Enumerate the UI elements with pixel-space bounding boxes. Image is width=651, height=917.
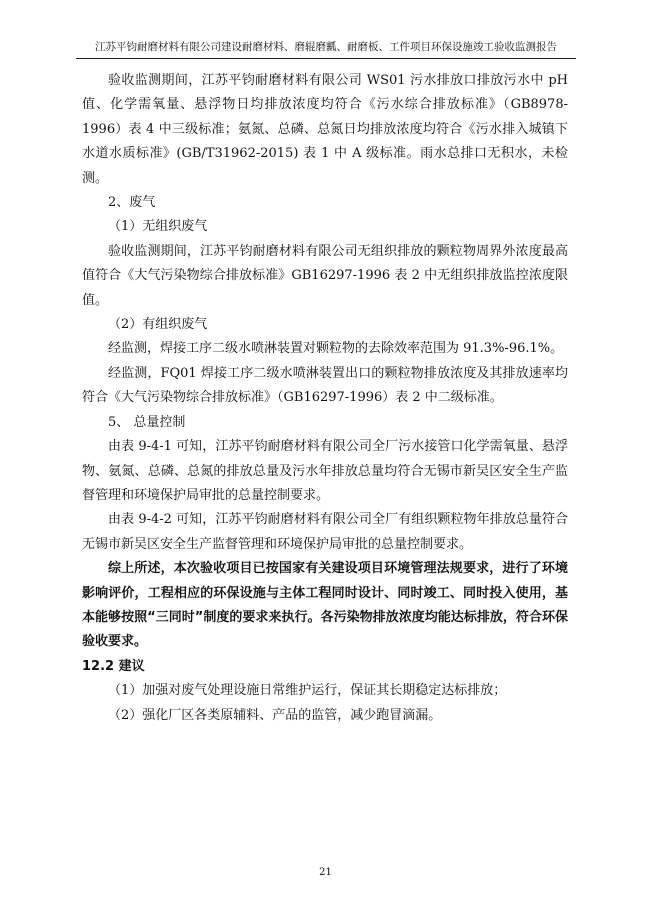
subsection-organized-gas: （2）有组织废气 [108, 317, 208, 333]
suggestion-item-2: （2）强化厂区各类原辅料、产品的监管，减少跑冒滴漏。 [108, 707, 442, 723]
unorganized-gas-paragraph: 验收监测期间，江苏平钧耐磨材料有限公司无组织排放的颗粒物周界外浓度最高值符合《大气污染物综合排放标准》GB16297-1996 表 2 中无组织排放监控浓度限值。 [82, 243, 568, 308]
subsection-unorganized-gas: （1）无组织废气 [108, 219, 208, 235]
page-header: 江苏平钧耐磨材料有限公司建设耐磨材料、磨辊磨瓤、耐磨板、工件项目环保设施竣工验收监测报告 [95, 41, 557, 53]
total-control-particulate-paragraph: 由表 9-4-2 可知，江苏平钧耐磨材料有限公司全厂有组织颗粒物年排放总量符合无锡市新吴区安全生产监督管理和环境保护局审批的总量控制要求。 [82, 512, 568, 552]
conclusion-paragraph: 综上所述，本次验收项目已按国家有关建设项目环境管理法规要求，进行了环境影响评价，工程相应的环保设施与主体工程同时设计、同时竣工、同时投入使用，基本能够按照“三同时”制度的要求来执行。各污染物排放浓度均能达标排放，符合环保验收要求。 [82, 561, 568, 650]
removal-efficiency-paragraph: 经监测，焊接工序二级水喷淋装置对颗粒物的去除效率范围为 91.3%-96.1%。 [108, 341, 564, 357]
section-total-control: 5、 总量控制 [108, 414, 186, 430]
document-body [82, 69, 568, 728]
section-heading-suggestions: 12.2 建议 [82, 658, 145, 674]
header-divider [76, 58, 576, 59]
suggestion-item-1: （1）加强对废气处理设施日常维护运行，保证其长期稳定达标排放； [108, 683, 507, 699]
fq01-emission-paragraph: 经监测，FQ01 焊接工序二级水喷淋装置出口的颗粒物排放浓度及其排放速率均符合《大气污染物综合排放标准》（GB16297-1996）表 2 中二级标准。 [82, 365, 568, 406]
page-number: 21 [319, 867, 332, 878]
wastewater-paragraph: 验收监测期间，江苏平钧耐磨材料有限公司 WS01 污水排放口排放污水中 pH 值、化学需氧量、悬浮物日均排放浓度均符合《污水综合排放标准》（GB8978-1996）表 4 中三级标准；氨氮、总磷、总氮日均排放浓度均符合《污水排入城镇下水道水质标准》(GB/T31962-2015) 表 1 中 A 级标准。雨水总排口无积水，未检测。 [82, 73, 568, 186]
total-control-wastewater-paragraph: 由表 9-4-1 可知，江苏平钧耐磨材料有限公司全厂污水接管口化学需氧量、悬浮物、氨氮、总磷、总氮的排放总量及污水年排放总量均符合无锡市新吴区安全生产监督管理和环境保护局审批的总量控制要求。 [82, 439, 568, 503]
section-exhaust-gas: 2、废气 [108, 195, 156, 211]
